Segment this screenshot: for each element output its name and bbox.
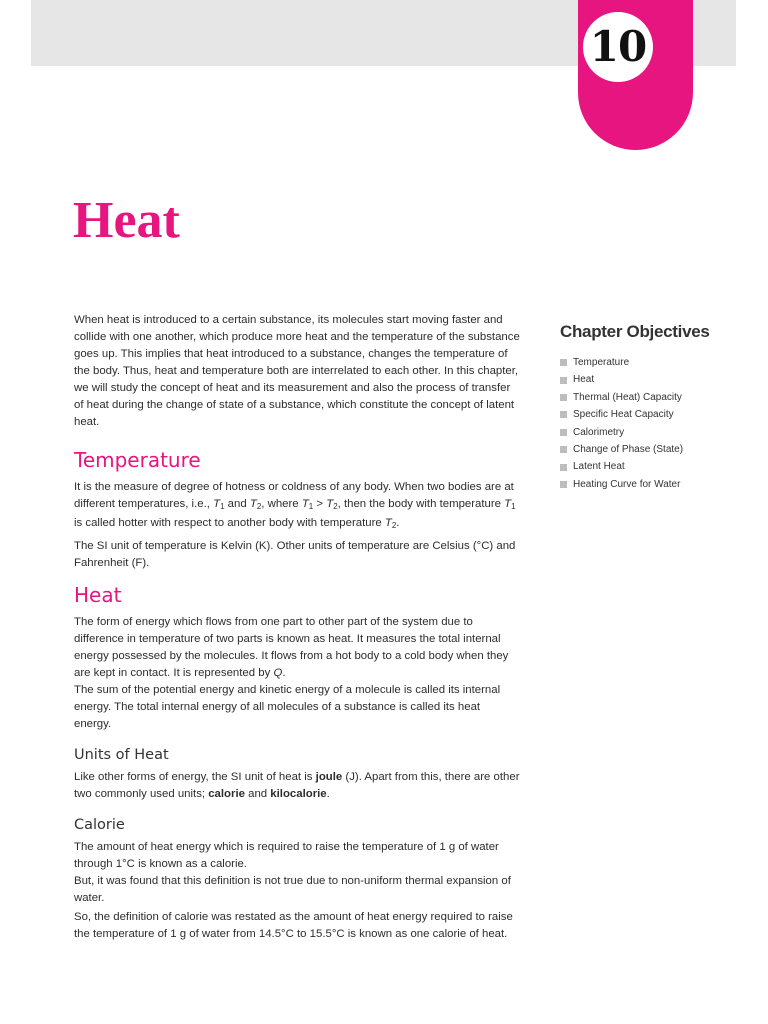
square-bullet-icon	[560, 429, 567, 436]
subheading-units-of-heat: Units of Heat	[74, 747, 169, 763]
subheading-calorie: Calorie	[74, 817, 125, 833]
heat-paragraph-2: The sum of the potential energy and kinetic energy of a molecule is called its internal energy. The total internal energy of all molecules of a substance is called its heat energy.	[74, 684, 501, 730]
objective-item: Temperature	[560, 354, 740, 371]
square-bullet-icon	[560, 446, 567, 453]
objective-item: Heat	[560, 371, 740, 388]
calorie-paragraph-2: But, it was found that this definition is not true due to non-uniform thermal expansion of water.	[74, 875, 511, 904]
section-heading-temperature: Temperature	[74, 448, 201, 472]
square-bullet-icon	[560, 394, 567, 401]
chapter-number: 10	[589, 22, 647, 71]
chapter-objectives-list	[560, 354, 740, 493]
chapter-objectives-title: Chapter Objectives	[560, 322, 710, 341]
temperature-paragraph-1: It is the measure of degree of hotness or coldness of any body. When two bodies are at different temperatures, i.e., $T_1$ and $T_2$, where $T_1 > T_2$, then the body with temperature $T_1$ is called hotter with respect to another body with temperature $T_2$.	[74, 481, 516, 530]
square-bullet-icon	[560, 481, 567, 488]
square-bullet-icon	[560, 377, 567, 384]
square-bullet-icon	[560, 359, 567, 366]
objective-item: Heating Curve for Water	[560, 476, 740, 493]
objective-item: Thermal (Heat) Capacity	[560, 389, 740, 406]
chapter-objectives-sidebar	[560, 320, 740, 493]
objective-item: Calorimetry	[560, 424, 740, 441]
square-bullet-icon	[560, 464, 567, 471]
calorie-paragraph-3: So, the definition of calorie was restated as the amount of heat energy required to raise the temperature of 1 g of water from 14.5°C to 15.5°C is known as one calorie of heat.	[74, 911, 513, 940]
intro-paragraph: When heat is introduced to a certain substance, its molecules start moving faster and collide with one another, which produce more heat and the temperature of the substance goes up. This implies that heat introduced to a substance, changes the temperature of the body. Thus, heat and temperature both are interrelated to each other. In this chapter, we will study the concept of heat and its measurement and also the process of transfer of heat during the change of state of a substance, which constitute the concept of latent heat.	[74, 314, 520, 428]
units-paragraph: Like other forms of energy, the SI unit of heat is joule (J). Apart from this, there are other two commonly used units; calorie and kilocalorie.	[74, 771, 520, 800]
objective-item: Latent Heat	[560, 458, 740, 475]
page-title: Heat	[73, 192, 180, 249]
heat-paragraph-1: The form of energy which flows from one part to other part of the system due to difference in temperature of two parts is known as heat. It measures the total internal energy possessed by the molecules. It flows from a hot body to a cold body when they are kept in contact. It is represented by Q.	[74, 616, 509, 679]
main-content	[74, 312, 520, 943]
square-bullet-icon	[560, 411, 567, 418]
objective-item: Specific Heat Capacity	[560, 406, 740, 423]
temperature-paragraph-2: The SI unit of temperature is Kelvin (K). Other units of temperature are Celsius (°C) and Fahrenheit (F).	[74, 540, 516, 569]
section-heading-heat: Heat	[74, 583, 122, 607]
calorie-paragraph-1: The amount of heat energy which is required to raise the temperature of 1 g of water through 1°C is known as a calorie.	[74, 841, 499, 870]
objective-item: Change of Phase (State)	[560, 441, 740, 458]
